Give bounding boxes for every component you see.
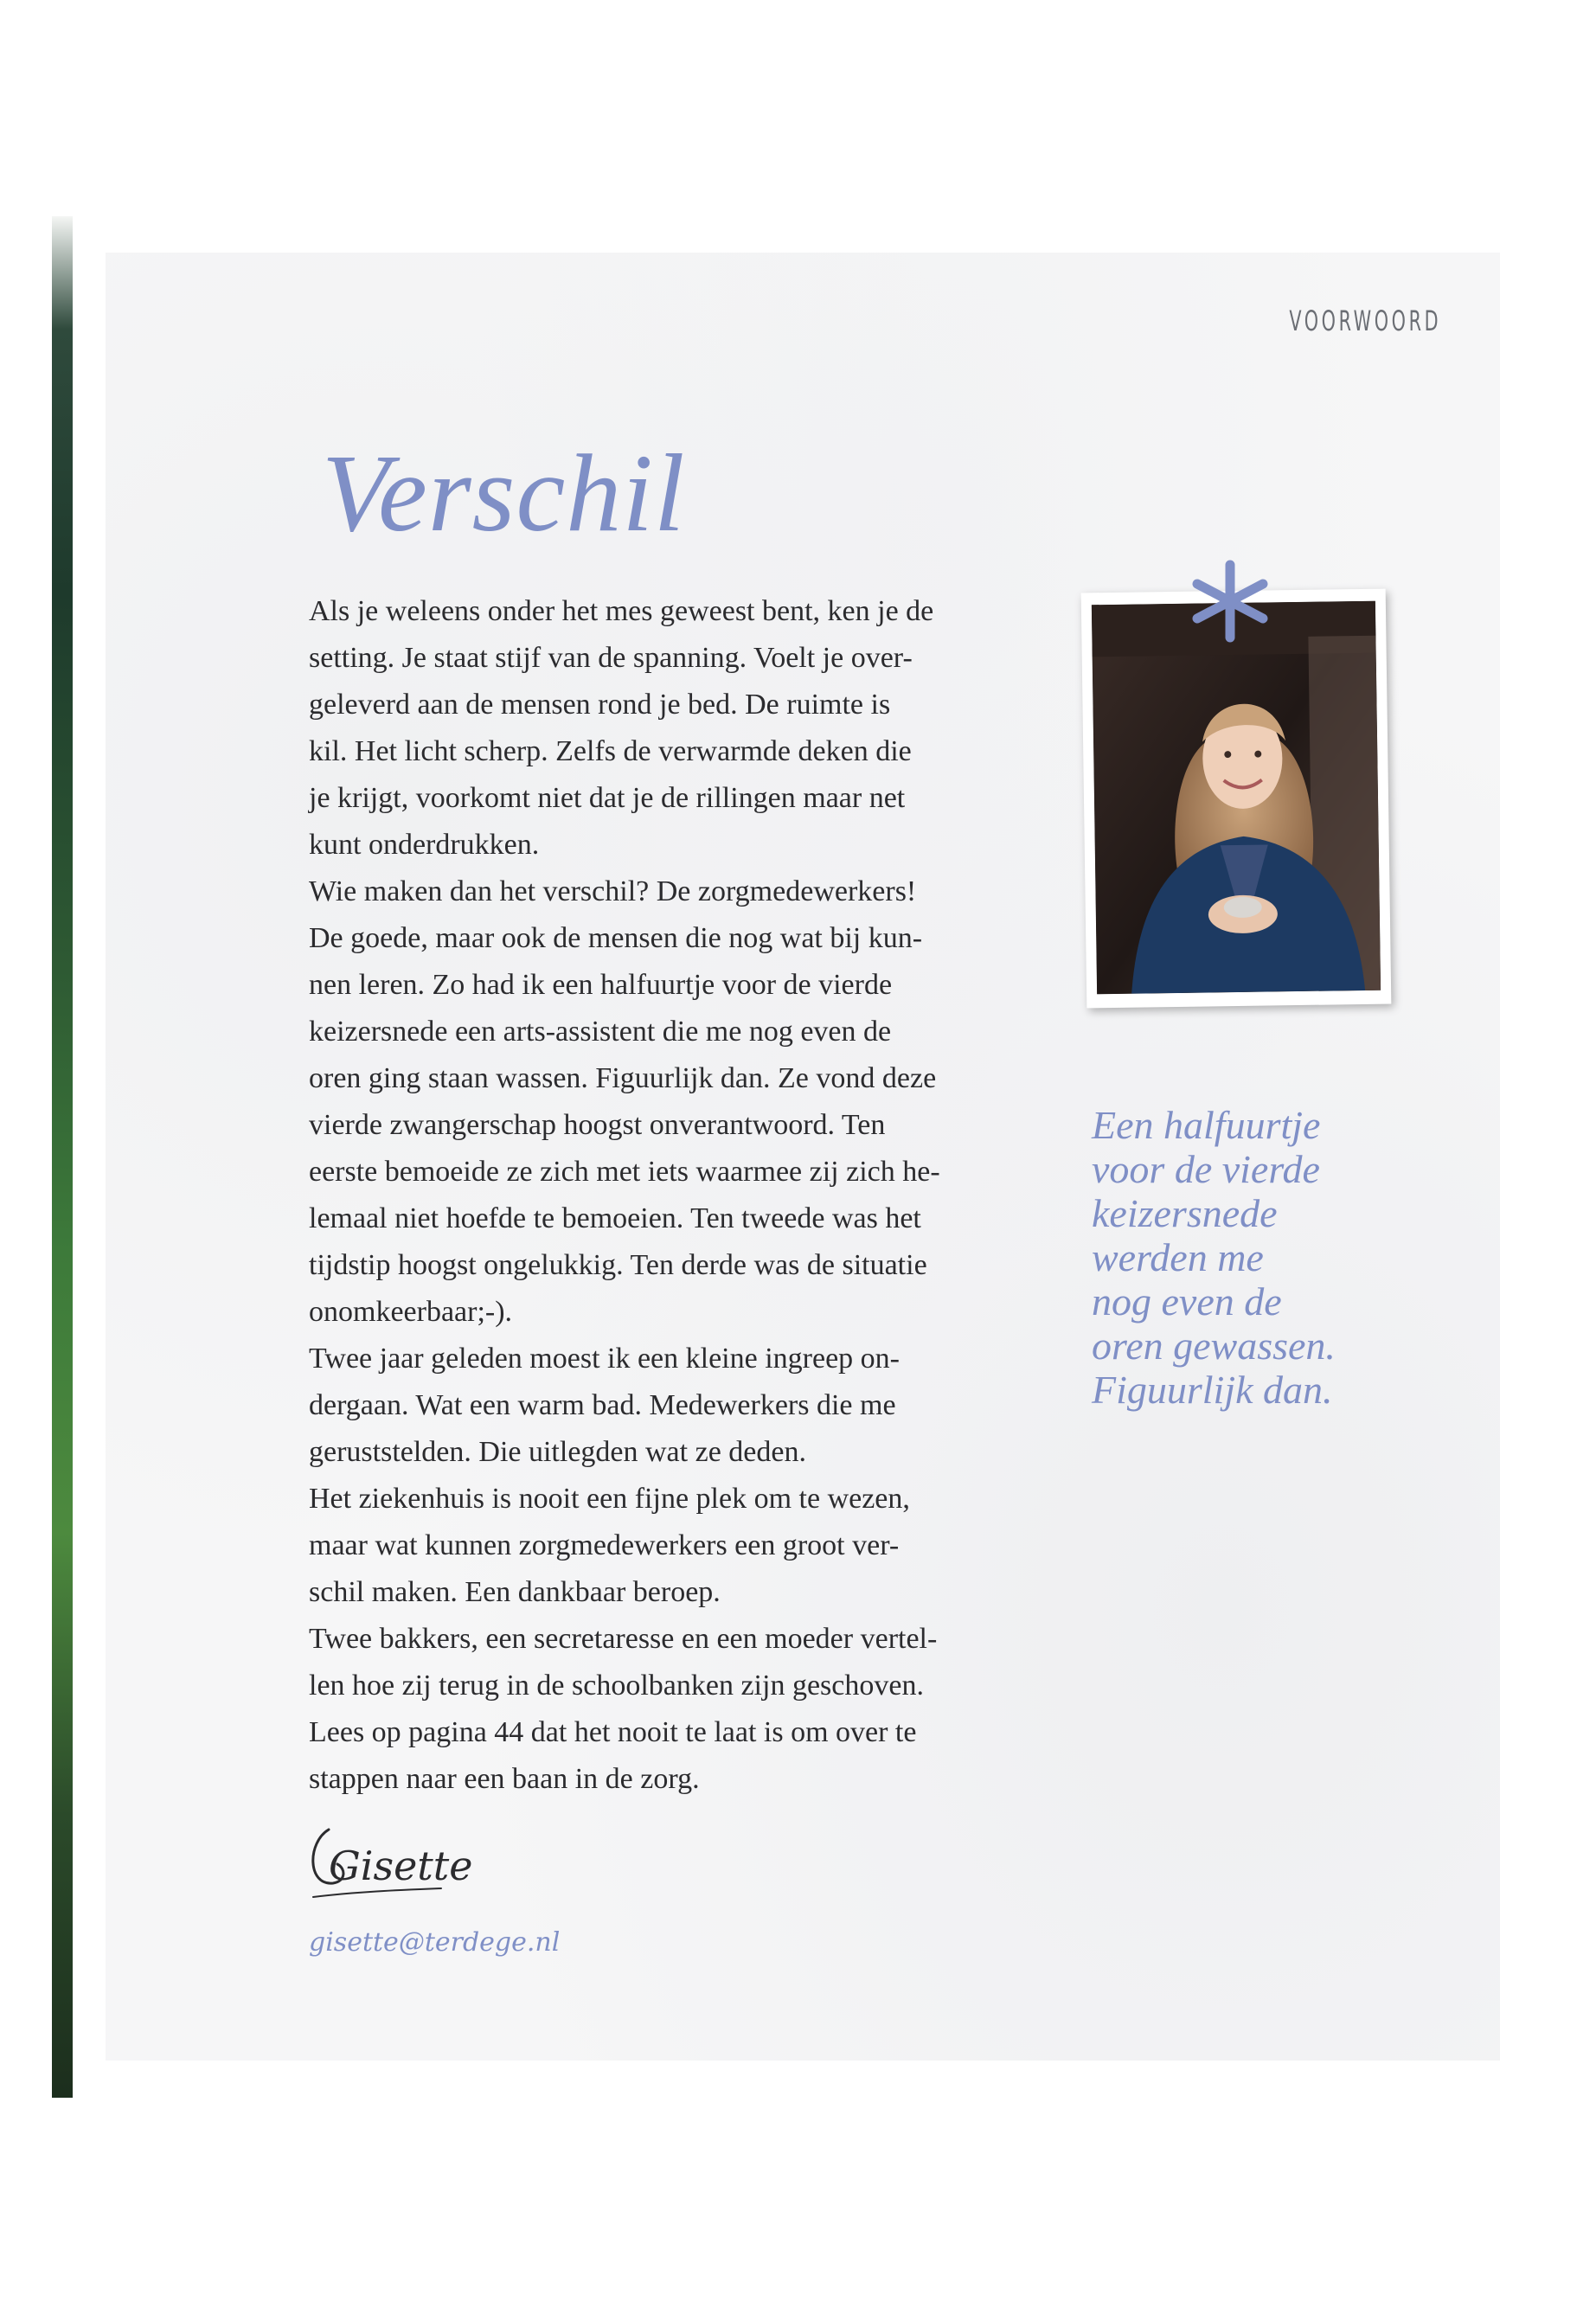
body-line: je krijgt, voorkomt niet dat je de rillingen maar net bbox=[309, 782, 906, 814]
pull-quote-line: nog even de bbox=[1092, 1279, 1282, 1324]
body-line: Lees op pagina 44 dat het nooit te laat is om over te bbox=[309, 1716, 917, 1748]
body-line: vierde zwangerschap hoogst onverantwoord. Ten bbox=[309, 1109, 886, 1141]
star-icon bbox=[1187, 558, 1273, 644]
signature-name: Gisette bbox=[329, 1843, 473, 1889]
pull-quote-line: Figuurlijk dan. bbox=[1092, 1368, 1333, 1412]
pull-quote-line: voor de vierde bbox=[1092, 1147, 1320, 1191]
body-line: oren ging staan wassen. Figuurlijk dan. Ze vond deze bbox=[309, 1062, 937, 1094]
body-line: Wie maken dan het verschil? De zorgmedewerkers! bbox=[309, 875, 917, 907]
body-line: len hoe zij terug in de schoolbanken zijn geschoven. bbox=[309, 1670, 924, 1702]
body-line: maar wat kunnen zorgmedewerkers een groot ver- bbox=[309, 1529, 900, 1561]
body-line: Als je weleens onder het mes geweest bent, ken je de bbox=[309, 595, 934, 627]
body-line: stappen naar een baan in de zorg. bbox=[309, 1763, 700, 1795]
pull-quote-line: werden me bbox=[1092, 1235, 1264, 1279]
adjacent-page-edge bbox=[52, 216, 73, 2098]
author-photo bbox=[1092, 601, 1381, 995]
body-line: nen leren. Zo had ik een halfuurtje voor de vierde bbox=[309, 969, 893, 1001]
body-line: keizersnede een arts-assistent die me nog even de bbox=[309, 1016, 892, 1048]
body-line: Het ziekenhuis is nooit een fijne plek om te wezen, bbox=[309, 1483, 910, 1515]
author-email[interactable]: gisette@terdege.nl bbox=[309, 1927, 561, 1958]
body-line: setting. Je staat stijf van de spanning. Voelt je over- bbox=[309, 642, 913, 674]
pull-quote bbox=[1092, 1103, 1438, 1412]
body-line: eerste bemoeide ze zich met iets waarmee zij zich he- bbox=[309, 1156, 940, 1188]
body-line: kunt onderdrukken. bbox=[309, 829, 540, 861]
body-line: onomkeerbaar;-). bbox=[309, 1296, 513, 1328]
page-title: Verschil bbox=[322, 432, 686, 554]
author-photo-frame bbox=[1081, 589, 1392, 1009]
body-line: Twee jaar geleden moest ik een kleine ingreep on- bbox=[309, 1343, 900, 1375]
pull-quote-line: Een halfuurtje bbox=[1092, 1103, 1321, 1147]
article-body bbox=[309, 588, 1001, 1803]
body-line: tijdstip hoogst ongelukkig. Ten derde was de situatie bbox=[309, 1249, 927, 1281]
body-line: schil maken. Een dankbaar beroep. bbox=[309, 1576, 721, 1608]
pull-quote-line: oren gewassen. bbox=[1092, 1324, 1336, 1368]
body-line: kil. Het licht scherp. Zelfs de verwarmde deken die bbox=[309, 735, 912, 767]
body-line: dergaan. Wat een warm bad. Medewerkers die me bbox=[309, 1389, 896, 1421]
body-line: Twee bakkers, een secretaresse en een moeder vertel- bbox=[309, 1623, 938, 1655]
body-line: De goede, maar ook de mensen die nog wat bij kun- bbox=[309, 922, 923, 954]
body-line: lemaal niet hoefde te bemoeien. Ten tweede was het bbox=[309, 1202, 921, 1234]
body-line: geleverd aan de mensen rond je bed. De ruimte is bbox=[309, 689, 891, 721]
section-label: VOORWOORD bbox=[1289, 304, 1442, 337]
body-line: geruststelden. Die uitlegden wat ze deden. bbox=[309, 1436, 806, 1468]
pull-quote-line: keizersnede bbox=[1092, 1191, 1278, 1235]
